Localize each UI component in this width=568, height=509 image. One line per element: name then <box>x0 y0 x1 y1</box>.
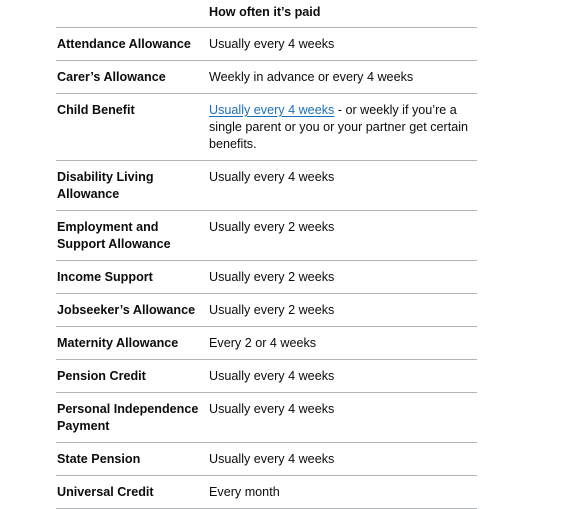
payment-frequency: Every 2 or 4 weeks <box>209 336 317 350</box>
benefit-name: Jobseeker’s Allowance <box>57 303 196 317</box>
child-benefit-frequency-link[interactable]: Usually every 4 weeks <box>209 103 335 117</box>
table-row <box>56 393 477 443</box>
payment-frequency: Every month <box>209 485 280 499</box>
payment-frequency: Weekly in advance or every 4 weeks <box>209 70 414 84</box>
benefit-name: Maternity Allowance <box>57 336 179 350</box>
benefit-name: Employment and Support Allowance <box>57 220 171 251</box>
table-row <box>56 28 477 61</box>
payment-frequency: Usually every 2 weeks <box>209 220 335 234</box>
child-benefit-frequency-note: - or weekly if you’re a single parent or you or your partner get certain benefits. <box>209 103 469 151</box>
benefits-payment-table <box>56 0 477 509</box>
payment-frequency: Usually every 2 weeks <box>209 270 335 284</box>
table-row <box>56 261 477 294</box>
table-row <box>56 327 477 360</box>
header-benefit-cell <box>56 0 209 27</box>
payment-frequency: Usually every 4 weeks <box>209 402 335 416</box>
table-row <box>56 476 477 509</box>
table-row <box>56 294 477 327</box>
benefit-name: Universal Credit <box>57 485 154 499</box>
table-row <box>56 94 477 161</box>
benefit-name: Income Support <box>57 270 153 284</box>
table-row <box>56 443 477 476</box>
payment-frequency <box>209 94 477 160</box>
table-row <box>56 161 477 211</box>
payment-frequency: Usually every 4 weeks <box>209 369 335 383</box>
benefit-name: Disability Living Allowance <box>57 170 154 201</box>
benefit-name: Personal Independence Payment <box>57 402 199 433</box>
benefit-name: State Pension <box>57 452 141 466</box>
table-row <box>56 211 477 261</box>
payment-frequency: Usually every 4 weeks <box>209 37 335 51</box>
benefit-name: Carer’s Allowance <box>57 70 166 84</box>
table-row <box>56 360 477 393</box>
benefit-name: Child Benefit <box>57 103 135 117</box>
payment-frequency: Usually every 4 weeks <box>209 170 335 184</box>
benefit-name: Pension Credit <box>57 369 146 383</box>
table-header-row <box>56 0 477 28</box>
header-frequency-cell: How often it’s paid <box>209 5 321 19</box>
benefit-name: Attendance Allowance <box>57 37 191 51</box>
payment-frequency: Usually every 4 weeks <box>209 452 335 466</box>
payment-frequency: Usually every 2 weeks <box>209 303 335 317</box>
table-row <box>56 61 477 94</box>
